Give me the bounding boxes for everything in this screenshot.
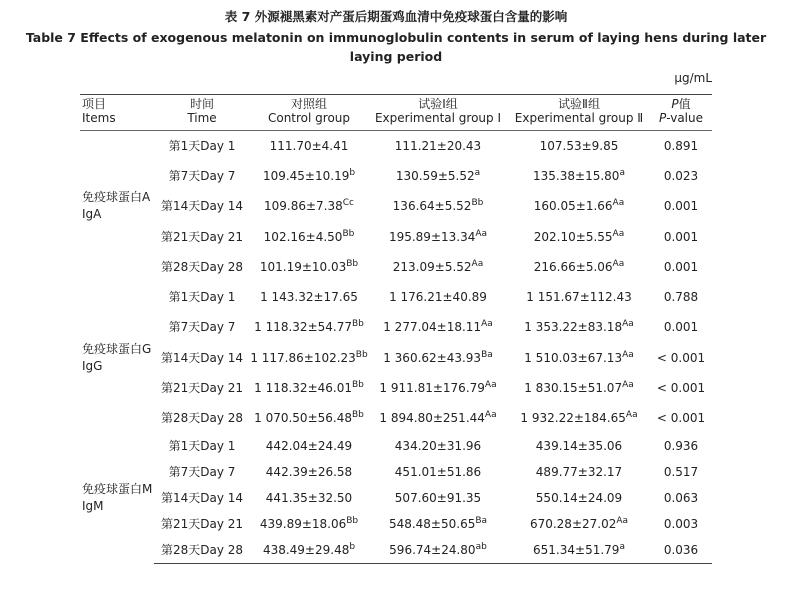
exp1-value: 136.64±5.52 bbox=[392, 199, 472, 214]
item-label-cell bbox=[80, 282, 154, 433]
control-value-cell bbox=[250, 485, 368, 511]
header-exp2 bbox=[508, 95, 650, 131]
exp2-significance-letter: Aa bbox=[612, 228, 625, 239]
exp2-significance-letter: Aa bbox=[622, 380, 634, 391]
table-row bbox=[80, 312, 712, 342]
table-row bbox=[80, 459, 712, 485]
table-title-english: Table 7 Effects of exogenous melatonin on immunoglobulin contents in serum of laying hens during later laying period bbox=[25, 30, 767, 64]
table-row bbox=[80, 221, 712, 251]
p-value-cell: 0.891 bbox=[663, 138, 699, 153]
exp2-value-cell bbox=[508, 221, 650, 251]
exp2-value: 107.53±9.85 bbox=[539, 138, 619, 153]
p-value-cell: < 0.001 bbox=[656, 381, 706, 396]
control-significance-letter: Cc bbox=[342, 198, 354, 209]
time-cell: 第21天Day 21 bbox=[160, 229, 244, 244]
header-exp1 bbox=[368, 95, 508, 131]
control-value: 101.19±10.03 bbox=[259, 259, 347, 274]
header-row bbox=[80, 95, 712, 131]
exp2-value: 135.38±15.80 bbox=[533, 168, 620, 183]
time-cell: 第1天Day 1 bbox=[168, 138, 236, 153]
group-igm bbox=[80, 433, 712, 563]
exp1-value-cell bbox=[368, 191, 508, 221]
header-time-cn: 时间 bbox=[189, 97, 214, 111]
exp2-value: 1 510.03±67.13 bbox=[524, 350, 623, 365]
p-value-cell: < 0.001 bbox=[656, 411, 706, 426]
time-cell: 第14天Day 14 bbox=[160, 199, 244, 214]
p-value-cell: 0.001 bbox=[663, 229, 699, 244]
exp1-value: 1 360.62±43.93 bbox=[383, 350, 482, 365]
exp2-value-cell bbox=[508, 252, 650, 282]
header-p-cn-rest: 值 bbox=[678, 97, 691, 111]
p-value-cell: 0.003 bbox=[663, 517, 699, 532]
control-value: 109.45±10.19 bbox=[262, 168, 350, 183]
header-items-cn: 项目 bbox=[82, 97, 107, 111]
exp2-significance-letter: a bbox=[619, 542, 625, 553]
exp1-value: 1 176.21±40.89 bbox=[389, 290, 487, 305]
group-iga bbox=[80, 131, 712, 282]
immunoglobulin-table bbox=[80, 94, 712, 564]
exp2-significance-letter: Aa bbox=[622, 319, 634, 330]
control-value-cell bbox=[250, 433, 368, 459]
control-value-cell bbox=[250, 343, 368, 373]
item-name-en: IgM bbox=[82, 499, 104, 514]
control-significance-letter: b bbox=[349, 167, 356, 178]
exp1-value-cell bbox=[368, 537, 508, 563]
control-value: 1 118.32±46.01 bbox=[254, 381, 352, 396]
item-name-en: IgA bbox=[82, 207, 102, 222]
exp2-value-cell bbox=[508, 131, 650, 161]
p-value-cell: 0.063 bbox=[663, 491, 699, 506]
control-value-cell bbox=[250, 511, 368, 537]
unit-label: μg/mL bbox=[674, 71, 712, 85]
exp1-value: 1 277.04±18.11 bbox=[383, 320, 482, 335]
header-time-en: Time bbox=[187, 111, 217, 125]
exp2-value-cell bbox=[508, 161, 650, 191]
exp2-significance-letter: Aa bbox=[616, 516, 629, 527]
exp1-value-cell bbox=[368, 343, 508, 373]
exp2-value-cell bbox=[508, 343, 650, 373]
header-p-en bbox=[650, 111, 712, 125]
p-value-cell: 0.036 bbox=[650, 537, 712, 563]
exp2-value-cell bbox=[508, 485, 650, 511]
p-value-cell: < 0.001 bbox=[656, 350, 706, 365]
control-value-cell bbox=[250, 161, 368, 191]
time-cell: 第1天Day 1 bbox=[168, 439, 236, 454]
exp1-significance-letter: Ba bbox=[475, 516, 488, 527]
time-cell: 第14天Day 14 bbox=[160, 491, 244, 506]
exp2-value: 670.28±27.02 bbox=[529, 517, 617, 532]
exp2-value-cell bbox=[508, 282, 650, 312]
table-row bbox=[80, 485, 712, 511]
time-cell: 第28天Day 28 bbox=[160, 411, 244, 426]
control-value: 1 143.32±17.65 bbox=[260, 290, 358, 305]
table-row bbox=[80, 373, 712, 403]
exp2-value: 1 151.67±112.43 bbox=[526, 290, 632, 305]
control-value-cell bbox=[250, 221, 368, 251]
exp1-value-cell bbox=[368, 282, 508, 312]
p-value-cell: 0.936 bbox=[663, 439, 699, 454]
exp1-value-cell bbox=[368, 485, 508, 511]
header-p-cn-italic: P bbox=[671, 97, 679, 111]
table-row bbox=[80, 403, 712, 433]
exp1-value: 434.20±31.96 bbox=[394, 439, 482, 454]
time-cell: 第21天Day 21 bbox=[160, 517, 244, 532]
control-value: 1 117.86±102.23 bbox=[250, 350, 356, 365]
header-p-value bbox=[650, 95, 712, 131]
control-value-cell bbox=[250, 191, 368, 221]
header-control-cn: 对照组 bbox=[290, 97, 327, 111]
exp2-significance-letter: Aa bbox=[612, 258, 625, 269]
exp2-value-cell bbox=[508, 537, 650, 563]
exp1-value: 130.59±5.52 bbox=[395, 168, 475, 183]
exp1-significance-letter: Bb bbox=[471, 198, 484, 209]
table-row bbox=[80, 252, 712, 282]
exp2-value-cell bbox=[508, 433, 650, 459]
exp1-value: 1 911.81±176.79 bbox=[379, 381, 485, 396]
exp2-value-cell bbox=[508, 191, 650, 221]
exp1-value: 507.60±91.35 bbox=[394, 491, 482, 506]
control-significance-letter: Bb bbox=[351, 380, 364, 391]
control-value: 1 070.50±56.48 bbox=[254, 411, 352, 426]
control-value-cell bbox=[250, 537, 368, 563]
item-name-cn: 免疫球蛋白A bbox=[82, 190, 151, 205]
control-value: 1 118.32±54.77 bbox=[254, 320, 352, 335]
group-igg bbox=[80, 282, 712, 433]
p-value-cell: 0.023 bbox=[663, 168, 699, 183]
exp2-value-cell bbox=[508, 459, 650, 485]
header-exp2-en: Experimental group Ⅱ bbox=[514, 111, 644, 125]
exp1-significance-letter: Aa bbox=[471, 258, 484, 269]
table-row bbox=[80, 131, 712, 161]
exp2-value: 1 830.15±51.07 bbox=[524, 381, 623, 396]
exp1-significance-letter: a bbox=[474, 167, 481, 178]
time-cell: 第28天Day 28 bbox=[160, 259, 244, 274]
time-cell: 第7天Day 7 bbox=[168, 320, 236, 335]
exp1-significance-letter: Ba bbox=[481, 349, 493, 360]
exp2-value-cell bbox=[508, 373, 650, 403]
control-value-cell bbox=[250, 282, 368, 312]
exp1-value: 213.09±5.52 bbox=[392, 259, 472, 274]
exp1-significance-letter: Aa bbox=[484, 380, 497, 391]
time-cell: 第21天Day 21 bbox=[160, 381, 244, 396]
control-value-cell bbox=[250, 373, 368, 403]
time-cell: 第28天Day 28 bbox=[154, 537, 250, 563]
table-row bbox=[80, 191, 712, 221]
control-value-cell bbox=[250, 252, 368, 282]
exp2-significance-letter: a bbox=[619, 167, 625, 178]
table-row bbox=[80, 343, 712, 373]
exp1-value-cell bbox=[368, 252, 508, 282]
exp2-significance-letter: Aa bbox=[612, 198, 625, 209]
exp1-value-cell bbox=[368, 161, 508, 191]
exp1-value-cell bbox=[368, 373, 508, 403]
control-value: 442.04±24.49 bbox=[265, 439, 353, 454]
header-exp1-en: Experimental group Ⅰ bbox=[374, 111, 502, 125]
exp2-value: 160.05±1.66 bbox=[533, 199, 613, 214]
control-value: 442.39±26.58 bbox=[265, 465, 353, 480]
exp1-value-cell bbox=[368, 221, 508, 251]
exp1-value: 111.21±20.43 bbox=[394, 138, 482, 153]
p-value-cell: 0.001 bbox=[663, 259, 699, 274]
control-significance-letter: Bb bbox=[346, 258, 359, 269]
control-value: 439.89±18.06 bbox=[259, 517, 347, 532]
exp1-value: 596.74±24.80 bbox=[389, 543, 476, 558]
control-value: 102.16±4.50 bbox=[263, 229, 343, 244]
table-row bbox=[80, 282, 712, 312]
exp1-significance-letter: Aa bbox=[484, 410, 497, 421]
exp1-value-cell bbox=[368, 131, 508, 161]
time-cell: 第7天Day 7 bbox=[168, 168, 236, 183]
exp2-value: 651.34±51.79 bbox=[533, 543, 620, 558]
exp1-value-cell bbox=[368, 433, 508, 459]
table-title-chinese: 表 7 外源褪黑素对产蛋后期蛋鸡血清中免疫球蛋白含量的影响 bbox=[224, 9, 568, 24]
item-label-cell bbox=[80, 131, 154, 282]
table-row bbox=[80, 161, 712, 191]
exp1-value-cell bbox=[368, 459, 508, 485]
item-name-en: IgG bbox=[82, 358, 103, 373]
control-value: 441.35±32.50 bbox=[265, 491, 353, 506]
control-significance-letter: Bb bbox=[355, 349, 368, 360]
exp1-value-cell bbox=[368, 312, 508, 342]
header-p-en-italic: P bbox=[658, 111, 667, 125]
exp2-value: 1 353.22±83.18 bbox=[524, 320, 623, 335]
control-value-cell bbox=[250, 403, 368, 433]
exp2-value: 1 932.22±184.65 bbox=[520, 411, 626, 426]
exp1-value-cell bbox=[368, 511, 508, 537]
header-control bbox=[250, 95, 368, 131]
control-significance-letter: Bb bbox=[351, 319, 364, 330]
exp1-value: 548.48±50.65 bbox=[388, 517, 476, 532]
control-significance-letter: Bb bbox=[342, 228, 355, 239]
exp2-value: 216.66±5.06 bbox=[533, 259, 613, 274]
exp2-significance-letter: Aa bbox=[622, 349, 634, 360]
control-value-cell bbox=[250, 312, 368, 342]
header-p-cn bbox=[650, 97, 712, 111]
p-value-cell: 0.788 bbox=[663, 290, 699, 305]
exp2-value-cell bbox=[508, 511, 650, 537]
exp2-value: 439.14±35.06 bbox=[535, 439, 623, 454]
exp2-value: 489.77±32.17 bbox=[535, 465, 623, 480]
item-label-cell bbox=[80, 433, 154, 563]
control-significance-letter: Bb bbox=[351, 410, 364, 421]
time-cell: 第14天Day 14 bbox=[160, 350, 244, 365]
time-cell: 第7天Day 7 bbox=[168, 465, 236, 480]
exp1-value: 195.89±13.34 bbox=[388, 229, 476, 244]
table-row bbox=[80, 511, 712, 537]
table-row bbox=[80, 433, 712, 459]
header-p-en-rest: -value bbox=[666, 111, 704, 125]
header-exp2-cn: 试验Ⅱ组 bbox=[558, 97, 600, 111]
header-items bbox=[80, 95, 154, 131]
exp2-value: 550.14±24.09 bbox=[535, 491, 623, 506]
exp1-value: 451.01±51.86 bbox=[394, 465, 482, 480]
header-items-en: Items bbox=[82, 111, 116, 125]
exp2-significance-letter: Aa bbox=[625, 410, 638, 421]
exp2-value-cell bbox=[508, 403, 650, 433]
control-value-cell bbox=[250, 459, 368, 485]
exp1-value-cell bbox=[368, 403, 508, 433]
exp1-significance-letter: ab bbox=[475, 542, 487, 553]
header-control-en: Control group bbox=[267, 111, 351, 125]
exp1-value: 1 894.80±251.44 bbox=[379, 411, 485, 426]
exp2-value-cell bbox=[508, 312, 650, 342]
control-value-cell bbox=[250, 131, 368, 161]
exp1-significance-letter: Aa bbox=[481, 319, 493, 330]
control-value: 109.86±7.38 bbox=[264, 199, 343, 214]
item-name-cn: 免疫球蛋白M bbox=[82, 482, 153, 497]
time-cell: 第1天Day 1 bbox=[168, 290, 236, 305]
control-significance-letter: b bbox=[349, 542, 356, 553]
exp1-significance-letter: Aa bbox=[475, 228, 488, 239]
p-value-cell: 0.001 bbox=[663, 320, 699, 335]
p-value-cell: 0.001 bbox=[663, 199, 699, 214]
control-value: 111.70±4.41 bbox=[269, 138, 349, 153]
header-time bbox=[154, 95, 250, 131]
exp2-value: 202.10±5.55 bbox=[533, 229, 613, 244]
table-row bbox=[80, 537, 712, 563]
control-value: 438.49±29.48 bbox=[262, 543, 350, 558]
p-value-cell: 0.517 bbox=[663, 465, 699, 480]
item-name-cn: 免疫球蛋白G bbox=[82, 341, 152, 356]
control-significance-letter: Bb bbox=[346, 516, 359, 527]
header-exp1-cn: 试验Ⅰ组 bbox=[418, 97, 458, 111]
